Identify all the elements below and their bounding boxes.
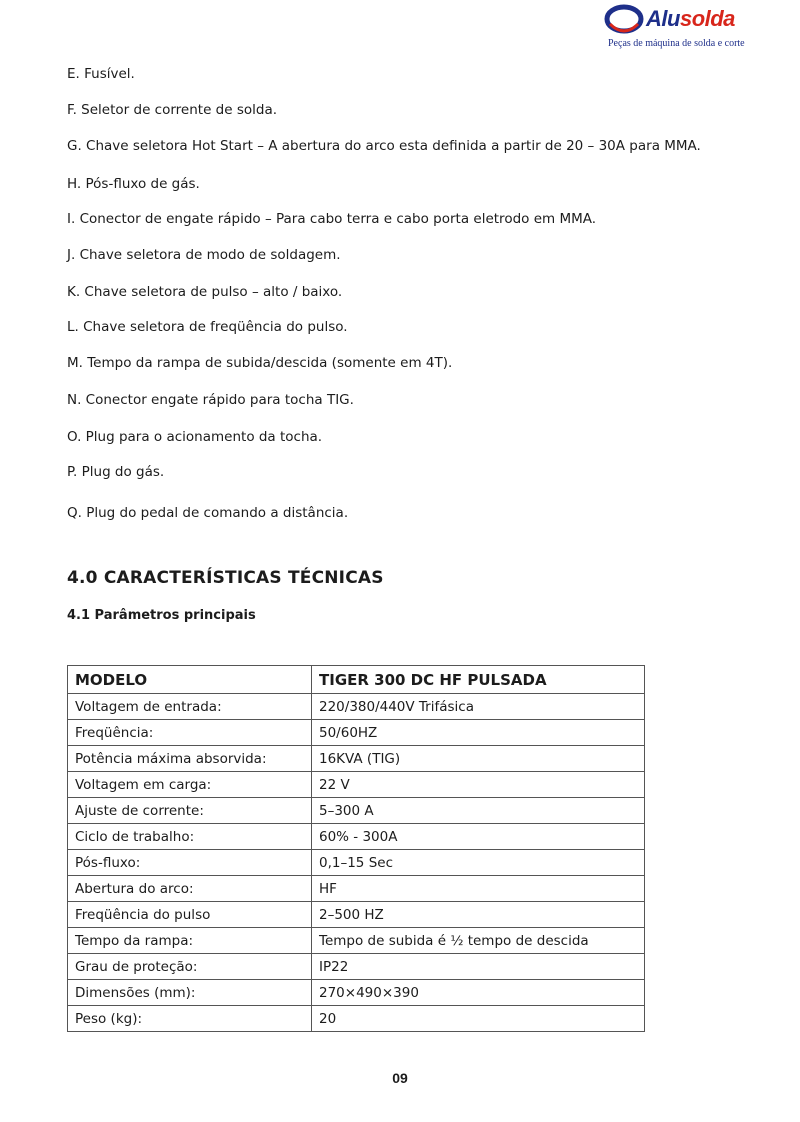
spec-label-cell: Ajuste de corrente:	[68, 798, 312, 824]
list-item: I. Conector de engate rápido – Para cabo terra e cabo porta eletrodo em MMA.	[67, 211, 597, 227]
list-item: F. Seletor de corrente de solda.	[67, 102, 278, 118]
spec-table-header	[68, 666, 645, 694]
spec-label-cell: Freqüência do pulso	[68, 902, 312, 928]
list-item: H. Pós-fluxo de gás.	[67, 176, 200, 192]
spec-value-cell: 22 V	[312, 772, 645, 798]
list-item: P. Plug do gás.	[67, 464, 165, 480]
logo-tagline: Peças de máquina de solda e corte	[608, 38, 745, 49]
logo-wordmark: Alusolda	[646, 6, 735, 31]
page-number: 09	[392, 1070, 408, 1086]
list-item: K. Chave seletora de pulso – alto / baixo.	[67, 284, 343, 300]
spec-label-cell: Potência máxima absorvida:	[68, 746, 312, 772]
spec-value-cell: 60% - 300A	[312, 824, 645, 850]
list-item: G. Chave seletora Hot Start – A abertura do arco esta definida a partir de 20 – 30A para MMA.	[67, 138, 701, 154]
table-row	[68, 902, 645, 928]
table-row	[68, 746, 645, 772]
spec-label-cell: Voltagem em carga:	[68, 772, 312, 798]
logo-swoosh-icon	[604, 4, 644, 38]
brand-logo	[598, 2, 748, 52]
spec-label-cell: Dimensões (mm):	[68, 980, 312, 1006]
table-row	[68, 772, 645, 798]
list-item: M. Tempo da rampa de subida/descida (somente em 4T).	[67, 355, 453, 371]
spec-label-cell: Grau de proteção:	[68, 954, 312, 980]
spec-value-cell: 16KVA (TIG)	[312, 746, 645, 772]
table-row	[68, 928, 645, 954]
spec-label-cell: Abertura do arco:	[68, 876, 312, 902]
spec-value-cell: 20	[312, 1006, 645, 1032]
spec-table	[67, 665, 645, 1032]
spec-value-cell: IP22	[312, 954, 645, 980]
spec-value-cell: 5–300 A	[312, 798, 645, 824]
list-item: N. Conector engate rápido para tocha TIG.	[67, 392, 354, 408]
table-row	[68, 1006, 645, 1032]
table-row	[68, 980, 645, 1006]
header-cell-model: MODELO	[68, 666, 312, 694]
subsection-title: 4.1 Parâmetros principais	[67, 608, 256, 623]
spec-label-cell: Freqüência:	[68, 720, 312, 746]
table-row	[68, 824, 645, 850]
header-cell-model-name: TIGER 300 DC HF PULSADA	[312, 666, 645, 694]
spec-value-cell: 2–500 HZ	[312, 902, 645, 928]
table-row	[68, 876, 645, 902]
list-item: J. Chave seletora de modo de soldagem.	[67, 247, 341, 263]
table-row	[68, 850, 645, 876]
list-item: E. Fusível.	[67, 66, 135, 82]
table-row	[68, 720, 645, 746]
list-item: Q. Plug do pedal de comando a distância.	[67, 505, 349, 521]
spec-value-cell: 50/60HZ	[312, 720, 645, 746]
spec-label-cell: Ciclo de trabalho:	[68, 824, 312, 850]
table-row	[68, 694, 645, 720]
spec-label-cell: Voltagem de entrada:	[68, 694, 312, 720]
spec-label-cell: Peso (kg):	[68, 1006, 312, 1032]
spec-value-cell: 220/380/440V Trifásica	[312, 694, 645, 720]
spec-value-cell: 270×490×390	[312, 980, 645, 1006]
list-item: L. Chave seletora de freqüência do pulso.	[67, 319, 348, 335]
table-row	[68, 954, 645, 980]
spec-label-cell: Pós-fluxo:	[68, 850, 312, 876]
list-item: O. Plug para o acionamento da tocha.	[67, 429, 323, 445]
spec-value-cell: 0,1–15 Sec	[312, 850, 645, 876]
spec-value-cell: Tempo de subida é ½ tempo de descida	[312, 928, 645, 954]
spec-value-cell: HF	[312, 876, 645, 902]
table-row	[68, 798, 645, 824]
section-title: 4.0 CARACTERÍSTICAS TÉCNICAS	[67, 568, 384, 588]
spec-label-cell: Tempo da rampa:	[68, 928, 312, 954]
